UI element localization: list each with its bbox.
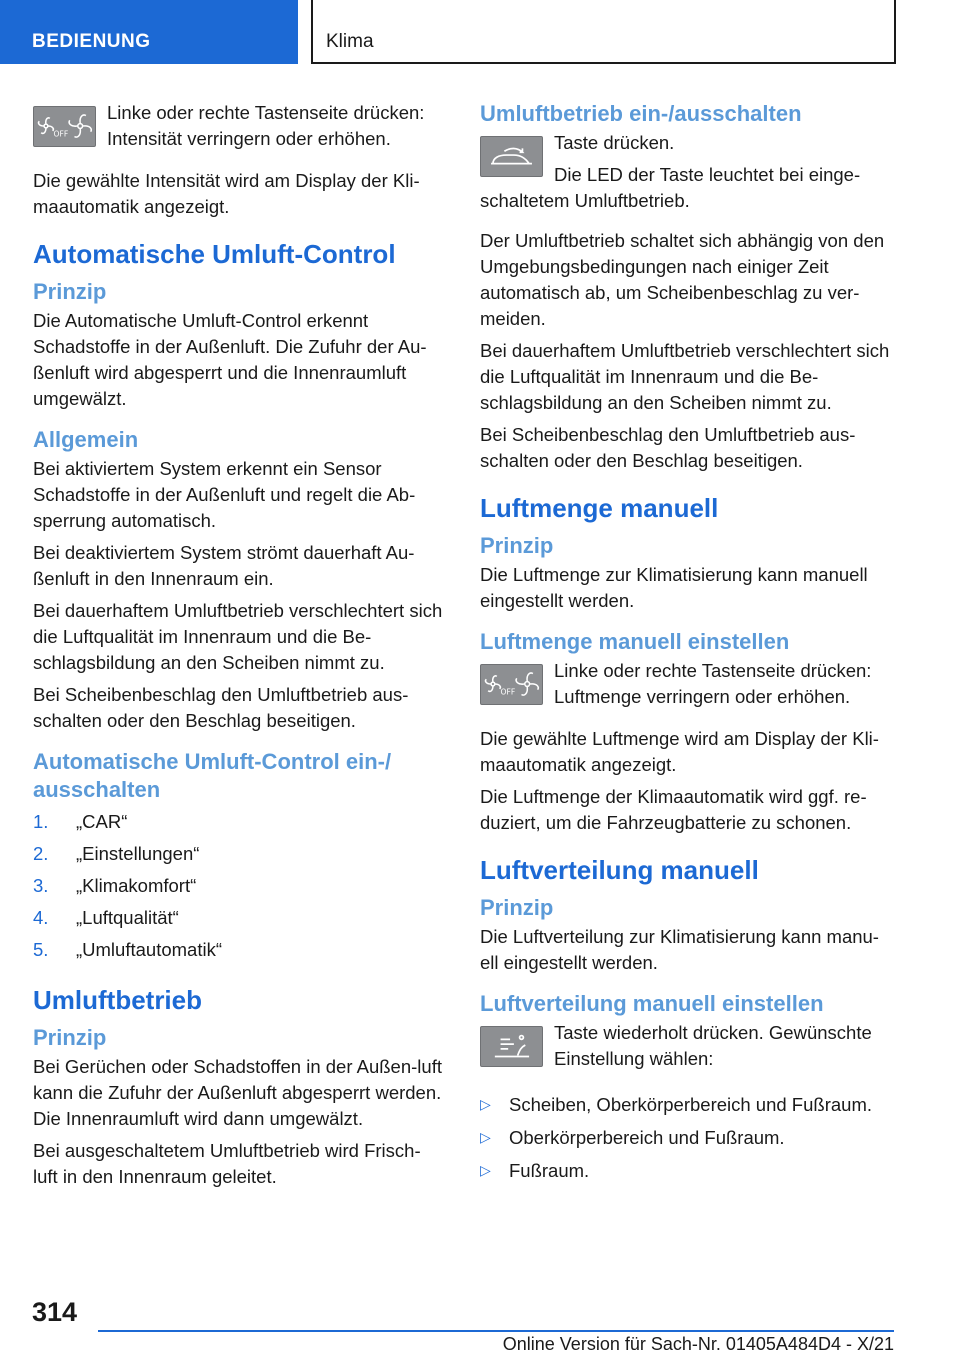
step-text: „Umluftautomatik“ bbox=[76, 939, 222, 960]
triangle-bullet-icon: ▷ bbox=[480, 1129, 491, 1145]
intro-button-line-2: Intensität verringern oder erhöhen. bbox=[107, 128, 391, 149]
list-item bbox=[480, 1154, 894, 1187]
fan-off-icon bbox=[33, 106, 96, 147]
footer-divider bbox=[98, 1330, 894, 1332]
paragraph-umluft-1: Bei Gerüchen oder Schadstoffen in der Außen-luft kann die Zufuhr der Außenluft abgesperrt werden. Die Innenraumluft wird dann umgewälzt. bbox=[33, 1056, 442, 1129]
chapter-title: Klima bbox=[326, 31, 374, 52]
list-item bbox=[480, 1088, 894, 1121]
heading-luftmenge-einstellen: Luftmenge manuell einstellen bbox=[480, 629, 790, 654]
paragraph-allgemein-4: Bei Scheibenbeschlag den Umluftbetrieb aus-schalten oder den Beschlag beseitigen. bbox=[33, 684, 409, 731]
heading-luftverteilung: Luftverteilung manuell bbox=[480, 855, 759, 885]
step-text: „Klimakomfort“ bbox=[76, 875, 197, 896]
air-distribution-icon bbox=[480, 1026, 543, 1067]
paragraph-luftverteilung: Die Luftverteilung zur Klimatisierung kann manu-ell eingestellt werden. bbox=[480, 926, 879, 973]
heading-luftmenge: Luftmenge manuell bbox=[480, 493, 719, 523]
paragraph-allgemein-3: Bei dauerhaftem Umluftbetrieb verschlechtert sich die Luftqualität im Innenraum und die Be-schlagsbildung an den Scheiben nimmt zu. bbox=[33, 600, 443, 673]
step-number: 1. bbox=[33, 811, 49, 832]
list-item bbox=[33, 870, 445, 902]
left-column bbox=[33, 100, 445, 1196]
step-text: „Luftqualität“ bbox=[76, 907, 179, 928]
distribution-button-row bbox=[480, 1020, 894, 1080]
heading-auc-onoff: Automatische Umluft-Control ein-/ ausschalten bbox=[33, 749, 392, 802]
option-text: Fußraum. bbox=[509, 1160, 590, 1181]
step-number: 2. bbox=[33, 843, 49, 864]
recirculation-button-row bbox=[480, 130, 894, 220]
page-number: 314 bbox=[32, 1297, 78, 1327]
section-title: BEDIENUNG bbox=[32, 31, 151, 52]
list-item bbox=[33, 806, 445, 838]
footer-online-version: Online Version für Sach-Nr. 01405A484D4 - X/21 bbox=[502, 1334, 894, 1354]
heading-auc: Automatische Umluft-Control bbox=[33, 239, 396, 269]
paragraph-allgemein-1: Bei aktiviertem System erkennt ein Sensor Schadstoffe in der Außenluft und regelt die Ab-sperrung automatisch. bbox=[33, 458, 416, 531]
list-item bbox=[480, 1121, 894, 1154]
recirc-led: Die LED der Taste leuchtet bei einge-schaltetem Umluftbetrieb. bbox=[480, 164, 861, 211]
paragraph-right-3: Bei Scheibenbeschlag den Umluftbetrieb aus-schalten oder den Beschlag beseitigen. bbox=[480, 424, 856, 471]
heading-prinzip-1: Prinzip bbox=[33, 279, 107, 304]
airflow-button-line-1: Linke oder rechte Tastenseite drücken: bbox=[554, 660, 872, 681]
heading-prinzip-4: Prinzip bbox=[480, 895, 554, 920]
list-item bbox=[33, 838, 445, 870]
heading-luftverteilung-einstellen: Luftverteilung manuell einstellen bbox=[480, 991, 824, 1016]
paragraph-luftmenge: Die Luftmenge zur Klimatisierung kann manuell eingestellt werden. bbox=[480, 564, 868, 611]
intro-button-line-1: Linke oder rechte Tastenseite drücken: bbox=[107, 102, 425, 123]
right-column bbox=[480, 100, 894, 1187]
paragraph-right-2: Bei dauerhaftem Umluftbetrieb verschlechtert sich die Luftqualität im Innenraum und die Be-schlagsbildung an den Scheiben nimmt zu. bbox=[480, 340, 890, 413]
intro-paragraph: Die gewählte Intensität wird am Display der Kli-maautomatik angezeigt. bbox=[33, 170, 420, 217]
triangle-bullet-icon: ▷ bbox=[480, 1096, 491, 1112]
step-text: „Einstellungen“ bbox=[76, 843, 200, 864]
paragraph-luftmenge-3: Die Luftmenge der Klimaautomatik wird ggf. re-duziert, um die Fahrzeugbatterie zu schonen. bbox=[480, 786, 867, 833]
paragraph-allgemein-2: Bei deaktiviertem System strömt dauerhaft Au-ßenluft in den Innenraum ein. bbox=[33, 542, 415, 589]
intensity-button-row bbox=[33, 100, 445, 160]
paragraph-right-1: Der Umluftbetrieb schaltet sich abhängig von den Umgebungsbedingungen nach einiger Zeit automatisch ab, um Scheibenbeschlag zu ver-meiden. bbox=[480, 230, 885, 329]
step-text: „CAR“ bbox=[76, 811, 128, 832]
paragraph-umluft-2: Bei ausgeschaltetem Umluftbetrieb wird Frisch-luft in den Innenraum geleitet. bbox=[33, 1140, 421, 1187]
heading-prinzip-2: Prinzip bbox=[33, 1025, 107, 1050]
airflow-button-line-2: Luftmenge verringern oder erhöhen. bbox=[554, 686, 851, 707]
recirculation-icon bbox=[480, 136, 543, 177]
list-item bbox=[33, 902, 445, 934]
distribution-options bbox=[480, 1088, 894, 1187]
recirc-press: Taste drücken. bbox=[554, 132, 675, 153]
heading-prinzip-3: Prinzip bbox=[480, 533, 554, 558]
fan-off-icon bbox=[480, 664, 543, 705]
distribution-button-text: Taste wiederholt drücken. Gewünschte Einstellung wählen: bbox=[554, 1022, 872, 1069]
heading-allgemein: Allgemein bbox=[33, 427, 139, 452]
triangle-bullet-icon: ▷ bbox=[480, 1162, 491, 1178]
step-number: 3. bbox=[33, 875, 49, 896]
option-text: Oberkörperbereich und Fußraum. bbox=[509, 1127, 785, 1148]
paragraph-luftmenge-2: Die gewählte Luftmenge wird am Display der Kli-maautomatik angezeigt. bbox=[480, 728, 879, 775]
option-text: Scheiben, Oberkörperbereich und Fußraum. bbox=[509, 1094, 872, 1115]
step-number: 5. bbox=[33, 939, 49, 960]
list-item bbox=[33, 934, 445, 966]
svg-text:OFF: OFF bbox=[500, 687, 516, 697]
step-number: 4. bbox=[33, 907, 49, 928]
chapter-tab bbox=[311, 0, 896, 64]
heading-umluftbetrieb: Umluftbetrieb bbox=[33, 985, 202, 1015]
svg-text:OFF: OFF bbox=[53, 129, 69, 139]
section-tab bbox=[0, 0, 298, 64]
airflow-button-row bbox=[480, 658, 894, 718]
paragraph-prinzip-1: Die Automatische Umluft-Control erkennt Schadstoffe in der Außenluft. Die Zufuhr der Au-ßenluft wird abgesperrt und die Innenraumluft umgewälzt. bbox=[33, 310, 427, 409]
steps-list bbox=[33, 806, 445, 966]
heading-umluft-onoff: Umluftbetrieb ein-/ausschalten bbox=[480, 101, 802, 126]
